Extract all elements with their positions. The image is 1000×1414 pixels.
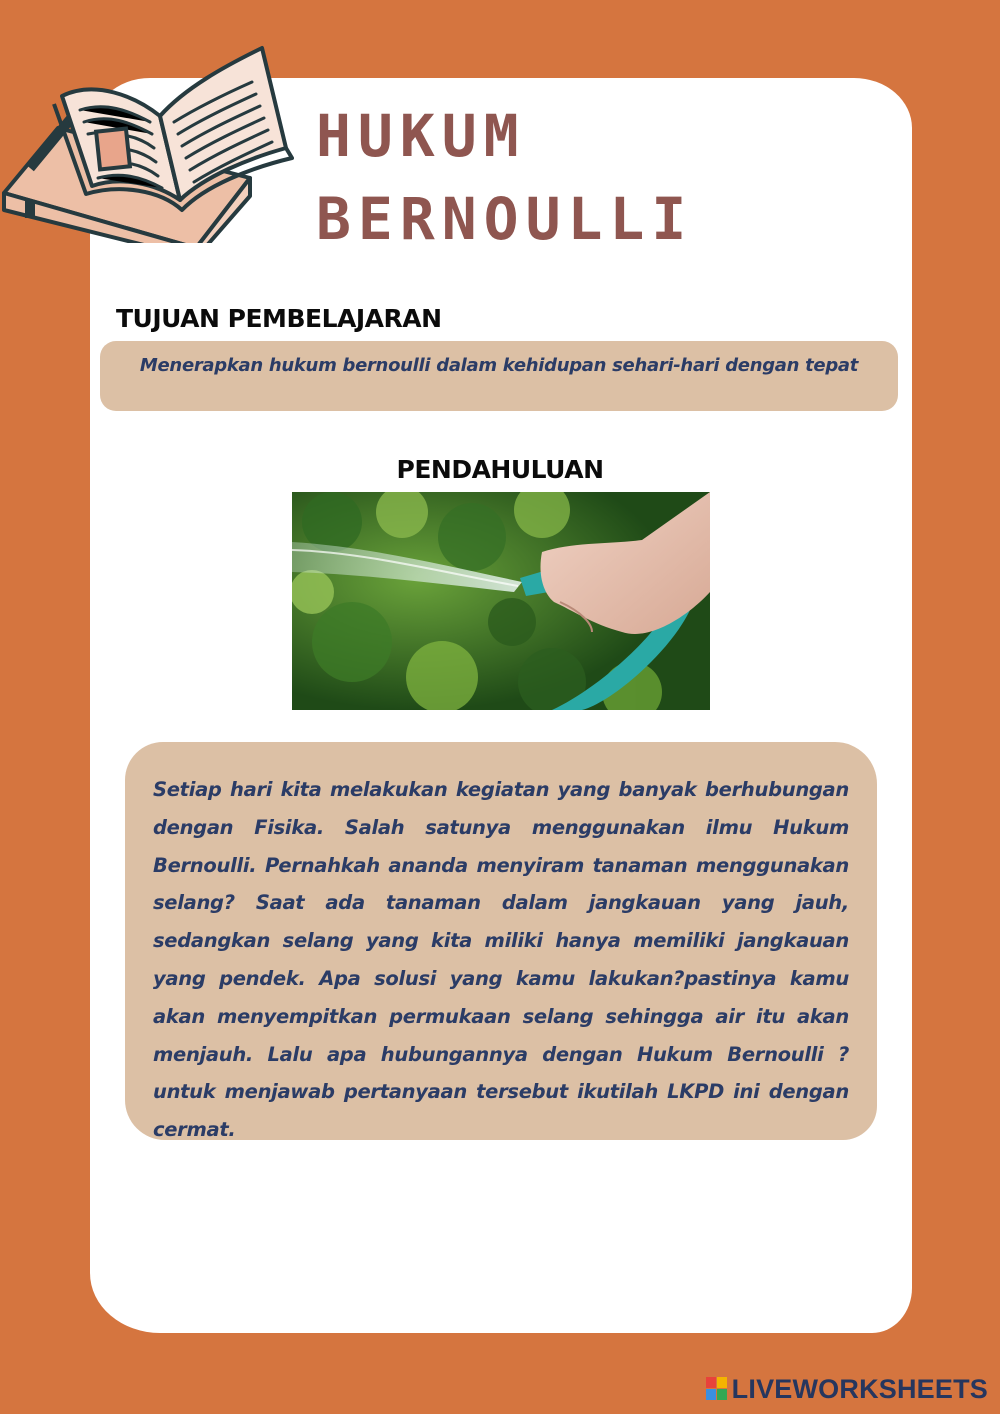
- objective-heading: TUJUAN PEMBELAJARAN: [116, 304, 442, 333]
- objective-box: [100, 341, 898, 411]
- brand-text: LIVEWORKSHEETS: [731, 1373, 988, 1404]
- open-book-icon: [0, 18, 300, 243]
- introduction-box: [125, 742, 877, 1140]
- garden-hose-photo: [292, 492, 710, 710]
- title-line-1: HUKUM: [316, 102, 526, 170]
- introduction-paragraph: Setiap hari kita melakukan kegiatan yang banyak berhubungan dengan Fisika. Salah satunya menggunakan ilmu Hukum Bernoulli. Pernahkah ananda menyiram tanaman menggunakan selang? Saat ada tanaman dalam jangkauan yang jauh, sedangkan selang yang kita miliki hanya memiliki jangkauan yang pendek. Apa solusi yang kamu lakukan?pastinya kamu akan menyempitkan permukaan selang sehingga air itu akan menjauh. Lalu apa hubungannya dengan Hukum Bernoulli ? untuk menjawab pertanyaan tersebut ikutilah LKPD ini dengan cermat.: [153, 778, 849, 1142]
- brand-footer[interactable]: [706, 1373, 988, 1405]
- liveworksheets-logo-icon: [706, 1377, 728, 1401]
- title-line-2: BERNOULLI: [316, 185, 694, 253]
- introduction-heading: PENDAHULUAN: [396, 455, 604, 484]
- objective-text: Menerapkan hukum bernoulli dalam kehidupan sehari-hari dengan tepat: [139, 355, 859, 376]
